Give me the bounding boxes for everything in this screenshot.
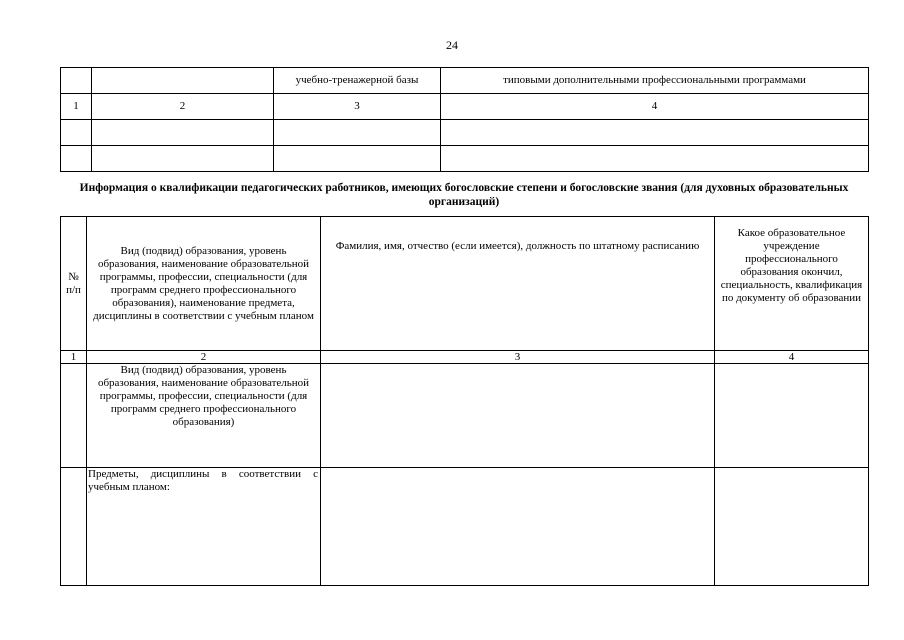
- number-cell-3: 3: [321, 351, 715, 364]
- table-cell: [715, 468, 869, 586]
- education-type-row: [61, 364, 869, 468]
- page-number: 24: [446, 38, 458, 52]
- qualification-header-row: [61, 217, 869, 351]
- table-cell: [61, 146, 92, 172]
- top-number-cell-1: 1: [61, 94, 92, 120]
- number-cell-1: 1: [61, 351, 87, 364]
- table-cell: [92, 146, 274, 172]
- table-cell: [92, 120, 274, 146]
- table-cell: [61, 364, 87, 468]
- number-cell-2: 2: [87, 351, 321, 364]
- top-header-cell-2: [92, 68, 274, 94]
- table-cell: [441, 120, 869, 146]
- table-cell: [61, 120, 92, 146]
- subjects-cell: Предметы, дисциплины в соответствии с учебным планом:: [87, 468, 321, 586]
- table-cell: [274, 146, 441, 172]
- top-number-cell-4: 4: [441, 94, 869, 120]
- header-institution-cell: Какое образовательное учреждение профессионального образования окончил, специальность, квалификация по документу об образовании: [715, 217, 869, 351]
- top-number-cell-3: 3: [274, 94, 441, 120]
- table-cell: [321, 364, 715, 468]
- top-header-cell-1: [61, 68, 92, 94]
- subjects-row: [61, 468, 869, 586]
- header-name-cell: Фамилия, имя, отчество (если имеется), должность по штатному расписанию: [321, 217, 715, 351]
- top-table-empty-row: [61, 146, 869, 172]
- table-cell: [274, 120, 441, 146]
- top-table-number-row: [61, 94, 869, 120]
- table-cell: [61, 468, 87, 586]
- qualification-number-row: [61, 351, 869, 364]
- top-table-header-row: [61, 68, 869, 94]
- header-education-cell: Вид (подвид) образования, уровень образования, наименование образовательной программы, профессии, специальности (для программ среднего профессионального образования), наименование предмета, дисциплины в соответствии с учебным планом: [87, 217, 321, 351]
- number-cell-4: 4: [715, 351, 869, 364]
- top-number-cell-2: 2: [92, 94, 274, 120]
- header-number-cell: № п/п: [61, 217, 87, 351]
- section-title: Информация о квалификации педагогических работников, имеющих богословские степени и богословские звания (для духовных образовательных организаций): [79, 182, 849, 208]
- qualification-table: [60, 216, 869, 586]
- top-header-cell-3: учебно-тренажерной базы: [274, 68, 441, 94]
- table-cell: [441, 146, 869, 172]
- table-cell: [321, 468, 715, 586]
- top-header-cell-4: типовыми дополнительными профессиональными программами: [441, 68, 869, 94]
- top-table-empty-row: [61, 120, 869, 146]
- top-table: [60, 67, 869, 172]
- table-cell: [715, 364, 869, 468]
- education-type-cell: Вид (подвид) образования, уровень образования, наименование образовательной программы, профессии, специальности (для программ среднего профессионального образования): [87, 364, 321, 468]
